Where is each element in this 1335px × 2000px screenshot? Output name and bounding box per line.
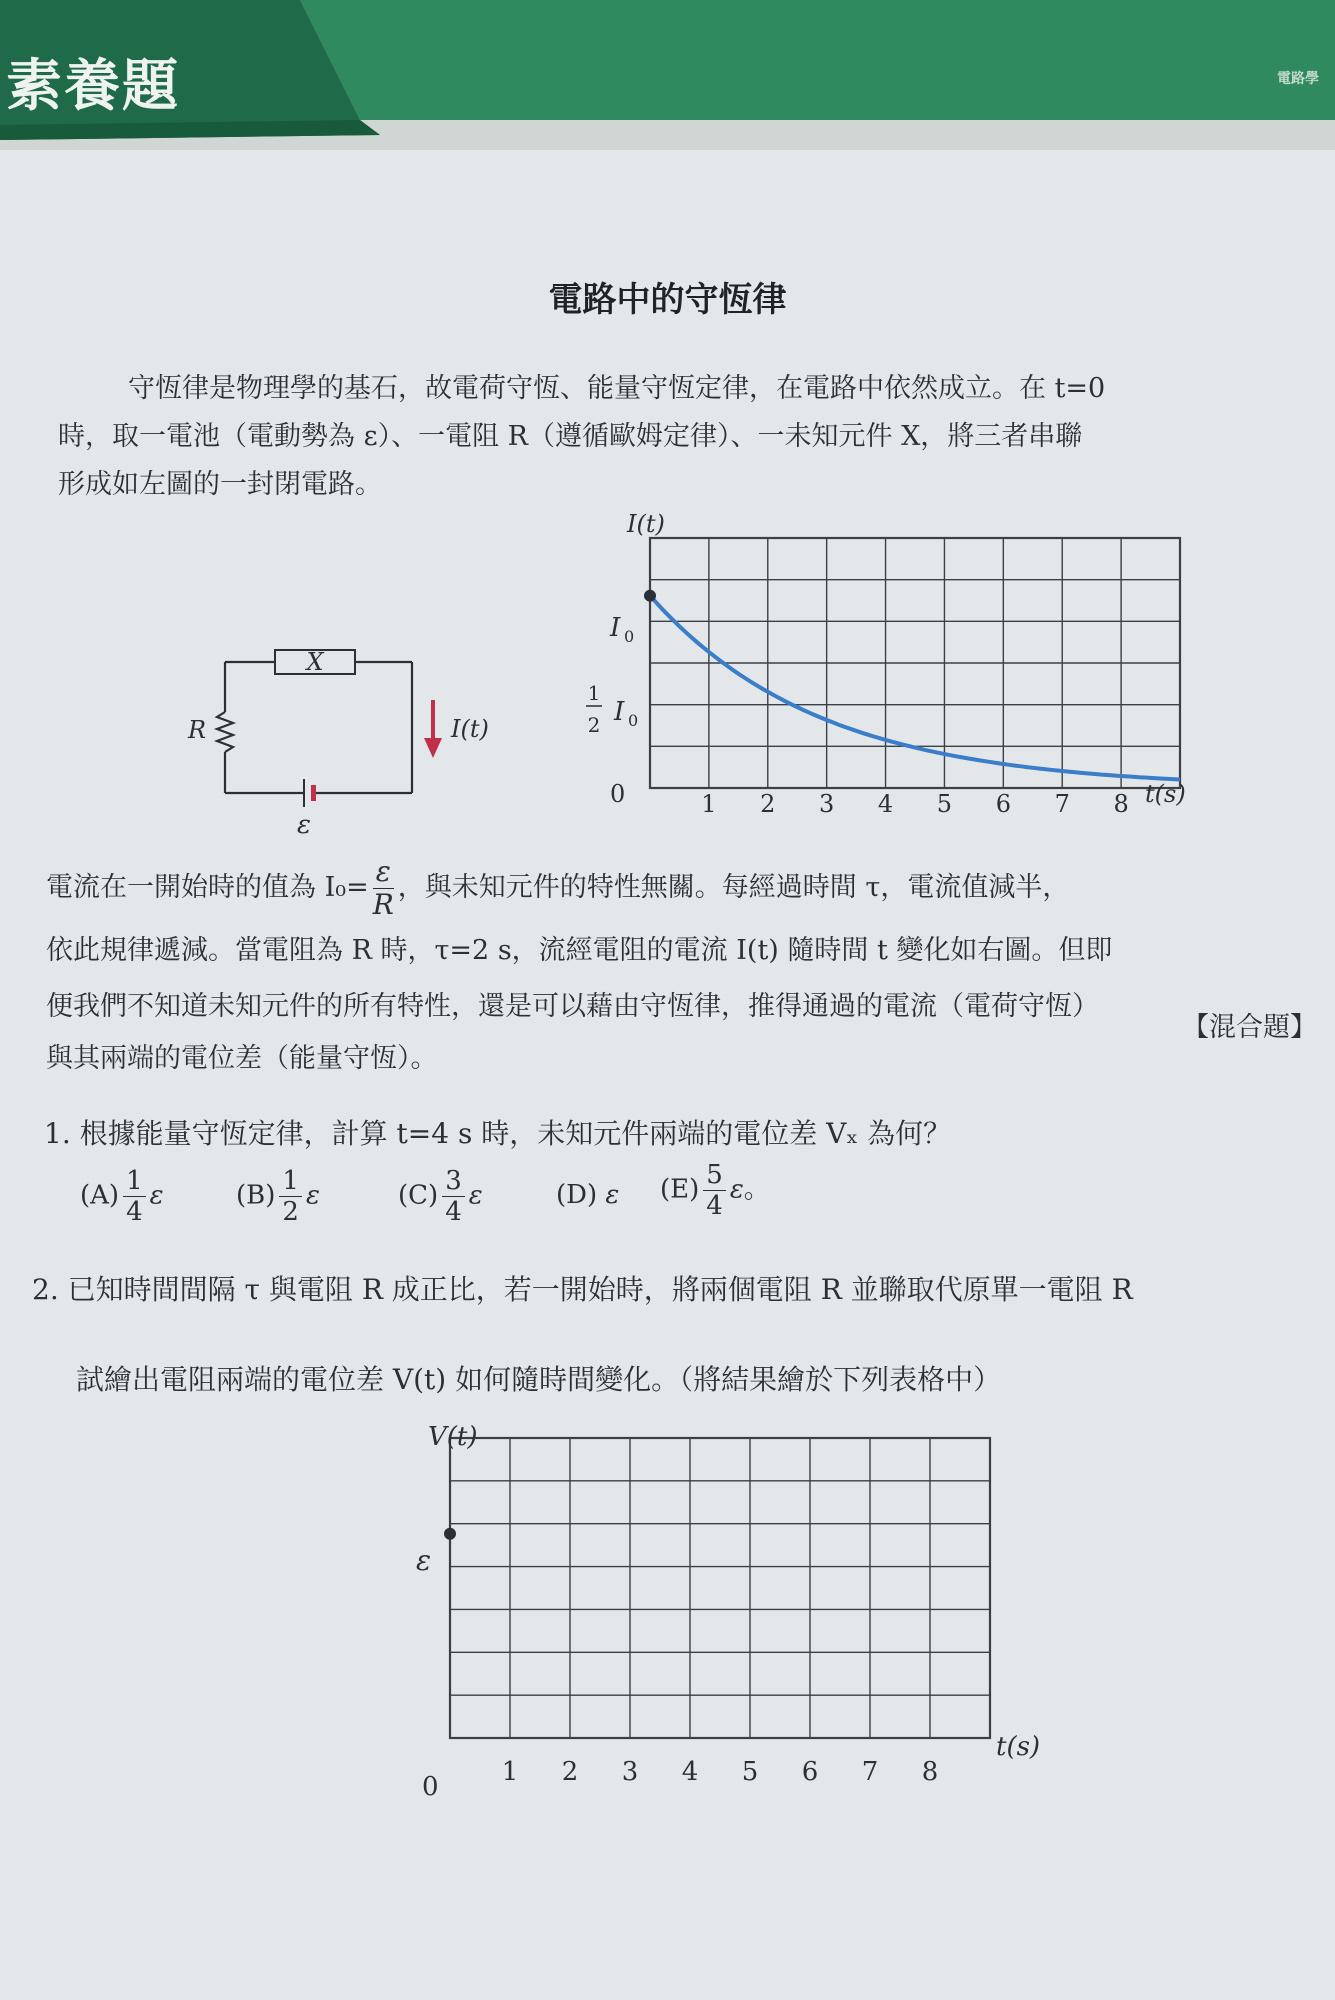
header-band	[0, 0, 1335, 150]
q1-option-e[interactable]	[660, 1162, 770, 1219]
option-symbol: ε	[305, 1180, 320, 1211]
x-tick-label: 8	[1113, 790, 1129, 818]
q1-option-b[interactable]	[236, 1168, 320, 1225]
answer-grid[interactable]	[450, 1438, 990, 1738]
body-line-1-start: 電流在一開始時的值為 I₀=	[46, 872, 369, 903]
option-symbol: ε	[729, 1174, 744, 1205]
x-tick-label: 8	[921, 1757, 939, 1787]
fraction-num: 1	[279, 1168, 302, 1197]
y-axis-label: I(t)	[627, 510, 665, 538]
x-axis-label: t(s)	[1145, 780, 1186, 808]
question-1-number: 1.	[44, 1117, 71, 1150]
y-tick-half-den: 2	[587, 713, 601, 737]
x-tick-label: 4	[877, 790, 894, 818]
fraction-den: 4	[126, 1197, 143, 1227]
graph-grid	[650, 538, 1180, 788]
q1-option-a[interactable]	[80, 1168, 164, 1225]
option-label: (A)	[80, 1180, 120, 1211]
emf-label: ε	[297, 810, 311, 840]
option-label: (C)	[398, 1180, 439, 1211]
option-fraction	[442, 1168, 465, 1225]
body-line-3: 便我們不知道未知元件的所有特性，還是可以藉由守恆律，推得通過的電流（電荷守恆）	[46, 991, 1099, 1022]
option-symbol: ε	[605, 1180, 620, 1210]
x-axis-label: t(s)	[996, 1732, 1041, 1762]
intro-line-2: 時，取一電池（電動勢為 ε）、一電阻 R（遵循歐姆定律）、一未知元件 X，將三者串聯	[58, 421, 1083, 452]
option-label: (D)	[556, 1180, 598, 1210]
origin-label: 0	[422, 1772, 439, 1802]
option-label: (E)	[660, 1174, 700, 1205]
option-symbol: ε	[468, 1180, 483, 1211]
grid-frame	[450, 1438, 990, 1738]
x-tick-label: 2	[561, 1757, 579, 1787]
section-label: 素養題	[6, 54, 180, 119]
fraction-den: 2	[282, 1197, 299, 1227]
question-1-text: 根據能量守恆定律，計算 t=4 s 時，未知元件兩端的電位差 Vₓ 為何？	[79, 1117, 952, 1150]
option-label: (B)	[236, 1180, 276, 1211]
x-tick-label: 7	[861, 1757, 879, 1787]
option-fraction	[279, 1168, 302, 1225]
x-tick-label: 3	[819, 790, 835, 818]
x-tick-label: 5	[936, 790, 953, 818]
page-title: 電路中的守恆律	[548, 280, 787, 320]
q1-option-d[interactable]	[556, 1180, 619, 1210]
mixed-question-tag: 【混合題】	[1182, 1012, 1317, 1043]
fraction-num: 3	[442, 1168, 465, 1197]
intro-line-1: 守恆律是物理學的基石，故電荷守恆、能量守恆定律，在電路中依然成立。在 t=0	[128, 373, 1106, 404]
y-tick-i0-subscript: 0	[624, 627, 635, 646]
y-tick-half-i: I	[614, 697, 625, 727]
i0-fraction-den: R	[372, 888, 394, 921]
fraction-num: 5	[703, 1162, 726, 1191]
current-time-graph	[560, 500, 1220, 830]
x-tick-label: 1	[501, 1757, 519, 1787]
current-arrow-head	[424, 738, 442, 758]
initial-current-point	[644, 590, 656, 602]
y-tick-i0: I	[610, 613, 621, 643]
body-line-1	[46, 855, 1070, 921]
resistor-label: R	[188, 716, 207, 744]
body-line-1-end: ，與未知元件的特性無關。每經過時間 τ，電流值減半，	[397, 872, 1070, 903]
intro-line-3: 形成如左圖的一封閉電路。	[58, 469, 382, 500]
question-2-line-1: 已知時間間隔 τ 與電阻 R 成正比，若一開始時，將兩個電阻 R 並聯取代原單一電阻 R	[67, 1273, 1133, 1306]
y-tick-emf: ε	[416, 1544, 432, 1577]
initial-voltage-point	[444, 1528, 456, 1540]
x-tick-label: 6	[995, 790, 1011, 818]
question-2	[32, 1268, 1133, 1308]
x-tick-label: 7	[1054, 790, 1070, 818]
x-tick-label: 4	[681, 1757, 699, 1787]
question-2-number: 2.	[32, 1273, 59, 1306]
battery-short-plate	[311, 785, 316, 801]
x-tick-label: 1	[701, 790, 717, 818]
current-decay-curve	[650, 596, 1180, 780]
x-tick-label: 5	[741, 1757, 759, 1787]
body-line-2: 依此規律遞減。當電阻為 R 時，τ=2 s，流經電阻的電流 I(t) 隨時間 t 變化如右圖。但即	[46, 935, 1113, 966]
x-tick-label: 6	[801, 1757, 819, 1787]
fraction-den: 4	[445, 1197, 462, 1227]
fraction-den: 4	[706, 1191, 723, 1221]
y-tick-half-num: 1	[587, 681, 601, 705]
question-2-line-2: 試繪出電阻兩端的電位差 V(t) 如何隨時間變化。（將結果繪於下列表格中）	[76, 1363, 1002, 1396]
x-tick-label: 3	[621, 1757, 639, 1787]
y-tick-half-subscript: 0	[628, 711, 639, 730]
option-symbol: ε	[149, 1180, 164, 1211]
i0-fraction-num: ε	[373, 858, 394, 889]
option-fraction	[123, 1168, 146, 1225]
circuit-diagram	[180, 630, 520, 850]
element-x-label: X	[306, 648, 324, 676]
header-tab-label: 電路學	[1277, 71, 1319, 87]
question-1	[44, 1112, 951, 1152]
i0-fraction	[372, 855, 394, 921]
option-fraction	[703, 1162, 726, 1219]
y-axis-label: V(t)	[428, 1422, 478, 1452]
origin-label: 0	[610, 780, 626, 808]
fraction-num: 1	[123, 1168, 146, 1197]
q1-option-c[interactable]	[398, 1168, 483, 1225]
x-tick-label: 2	[760, 790, 776, 818]
voltage-time-answer-grid[interactable]	[400, 1410, 1060, 1810]
option-end-punct: 。	[743, 1174, 770, 1205]
current-label: I(t)	[451, 715, 489, 743]
body-line-4: 與其兩端的電位差（能量守恆）。	[46, 1043, 438, 1074]
